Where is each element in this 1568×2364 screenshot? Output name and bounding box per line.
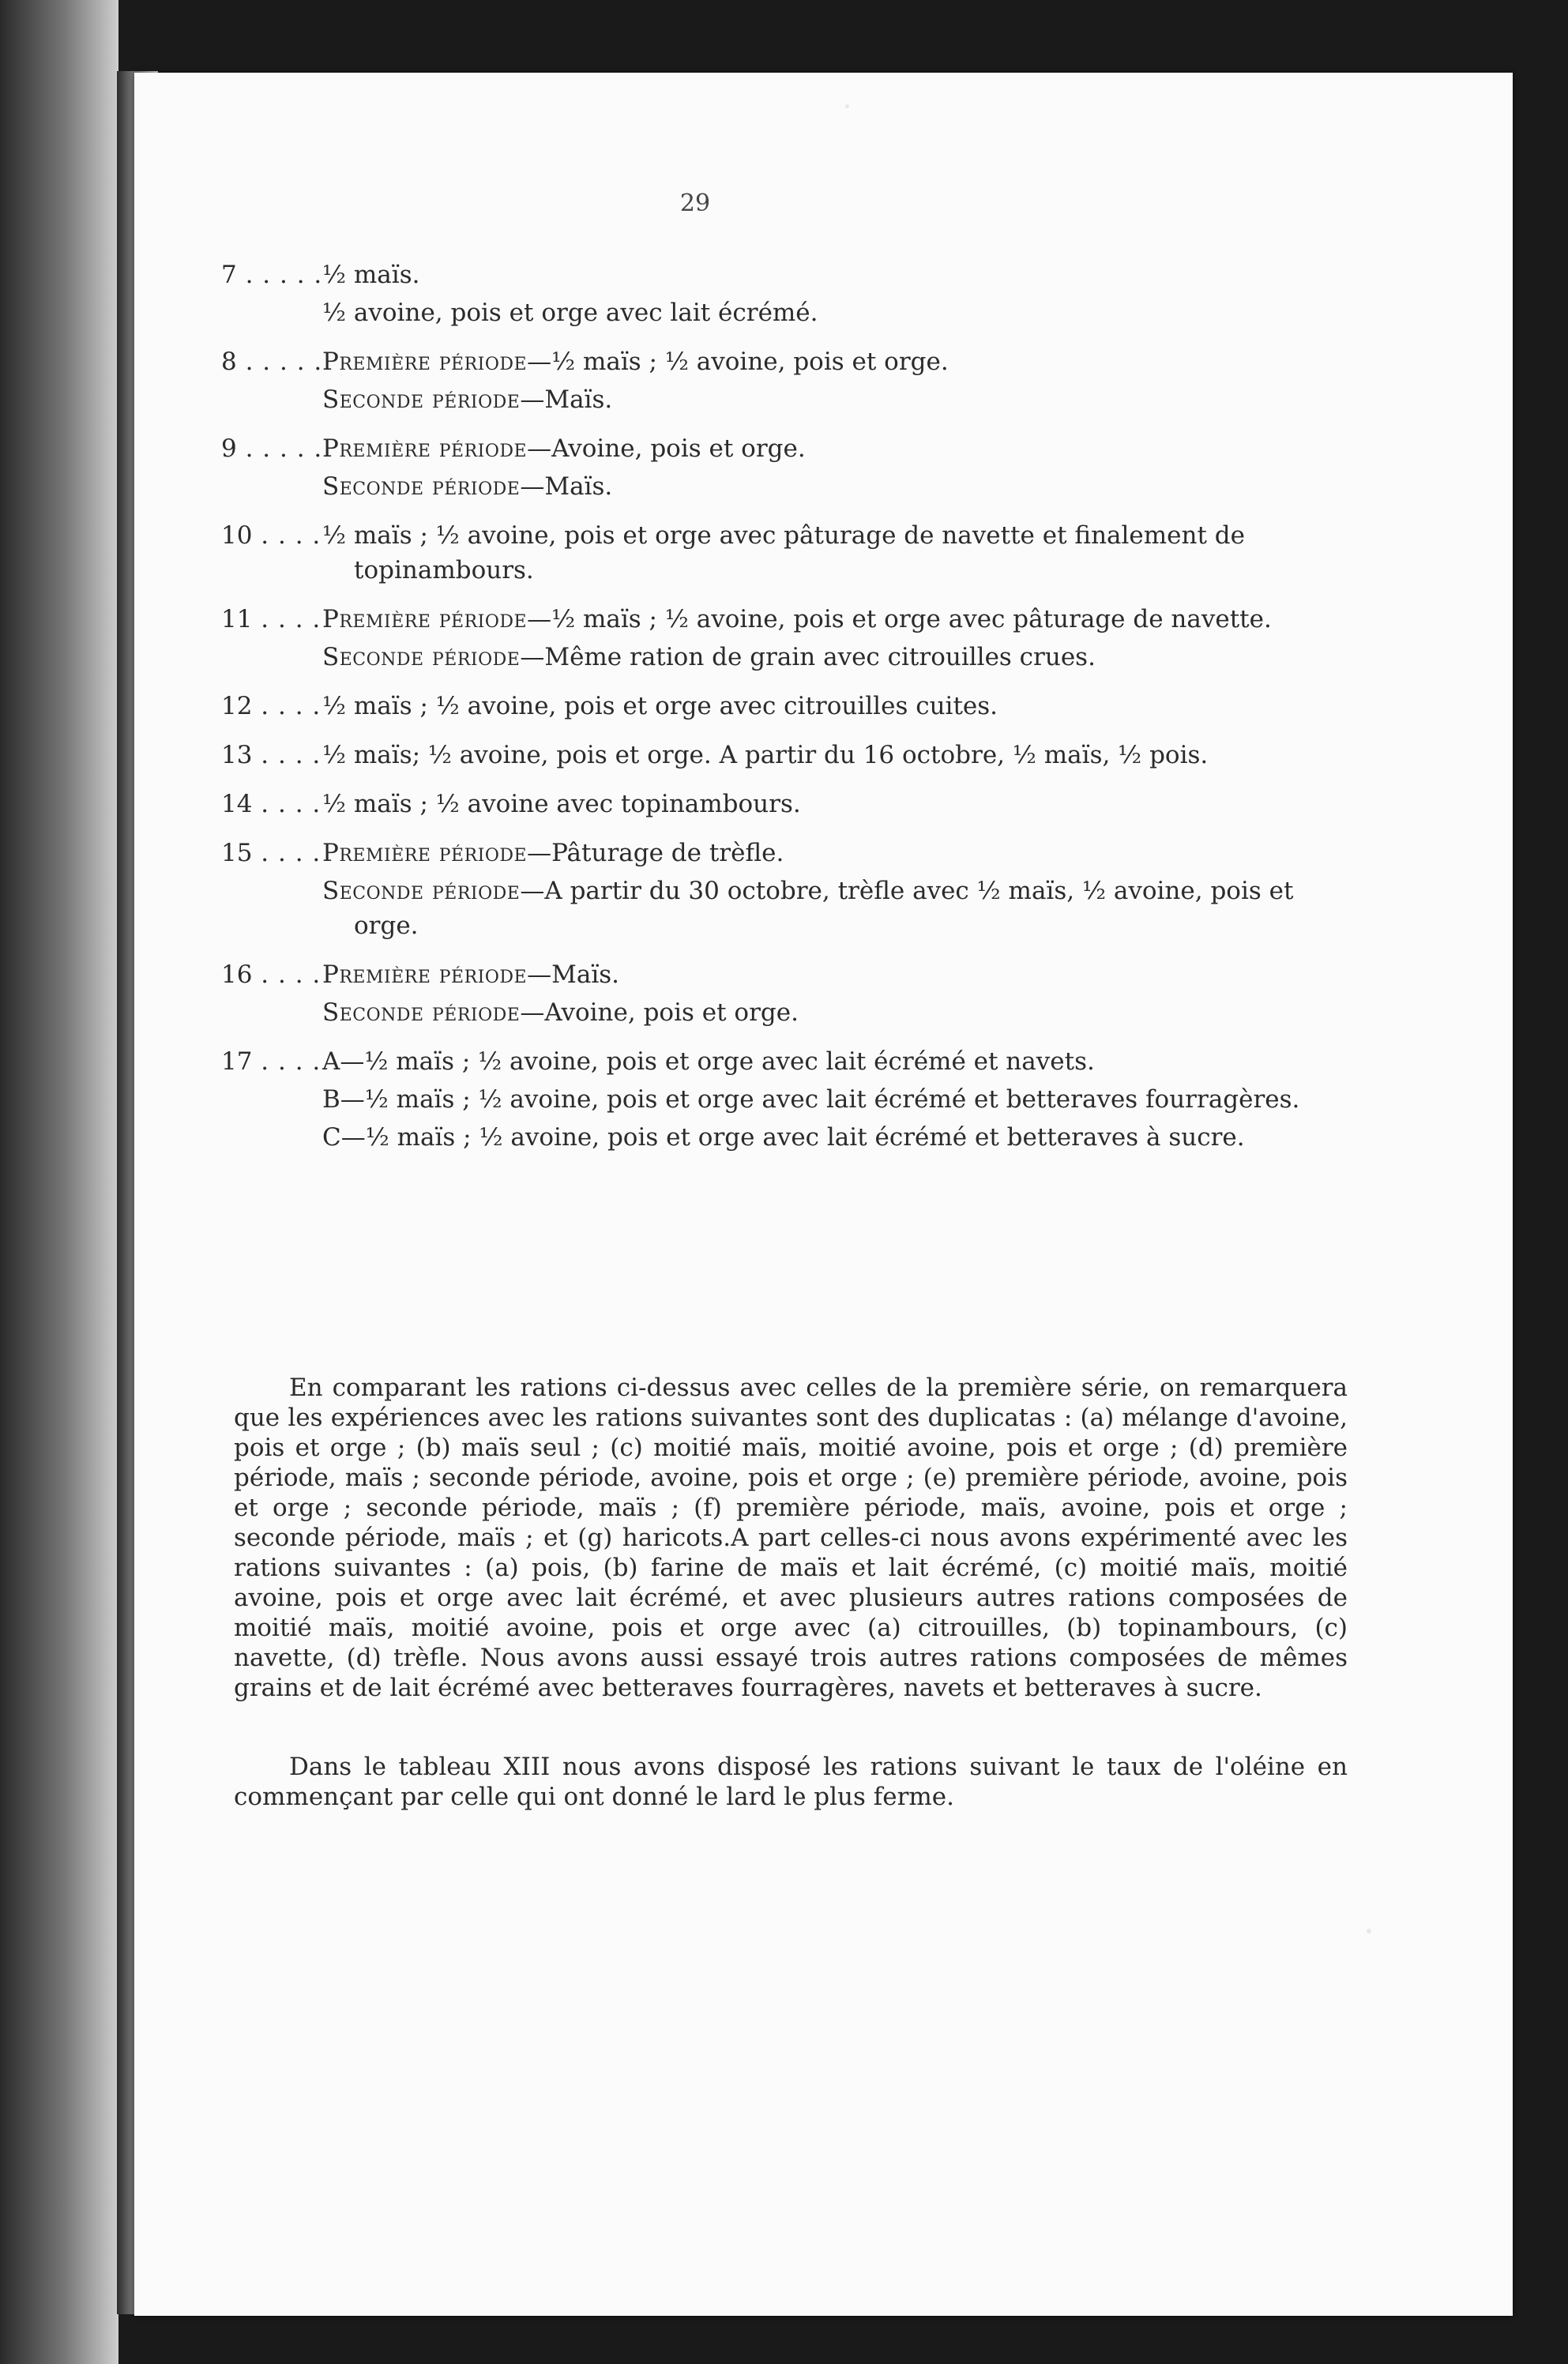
ration-line: Seconde période—Même ration de grain avec citrouilles crues. xyxy=(322,643,1096,671)
ration-number: 15 . . . xyxy=(221,836,322,870)
ration-line: ½ maïs ; ½ avoine, pois et orge avec citrouilles cuites. xyxy=(322,692,998,720)
ration-line: Première période—Pâturage de trèfle. xyxy=(322,839,784,867)
ration-item xyxy=(221,1044,1351,1155)
ration-line: ½ maïs ; ½ avoine avec topinambours. xyxy=(322,790,801,818)
ration-item xyxy=(221,738,1351,772)
ration-line: Seconde période—A partir du 30 octobre, trèfle avec ½ maïs, ½ avoine, pois et orge. xyxy=(322,877,1294,940)
ration-item xyxy=(221,344,1351,417)
period-label: Seconde période xyxy=(322,385,521,414)
ration-line: Seconde période—Maïs. xyxy=(322,385,613,414)
ration-line: Seconde période—Maïs. xyxy=(322,472,613,501)
ration-number: 8 . . . xyxy=(221,344,322,379)
ration-item xyxy=(221,689,1351,723)
period-label: Première période xyxy=(322,434,528,463)
ration-line: ½ maïs ; ½ avoine, pois et orge avec pâturage de navette et finalement de topinambours. xyxy=(322,521,1245,584)
period-label: Seconde période xyxy=(322,472,521,501)
ration-number: 12 . . . xyxy=(221,689,322,723)
ration-item xyxy=(221,836,1351,943)
page-speck xyxy=(845,104,849,108)
paragraph-table-reference: Dans le tableau XIII nous avons disposé les rations suivant le taux de l'oléine en commençant par celle qui ont donné le lard le plus ferme. xyxy=(234,1753,1348,1811)
ration-line: Première période—Avoine, pois et orge. xyxy=(322,434,806,463)
ration-line: Seconde période—Avoine, pois et orge. xyxy=(322,998,799,1027)
ration-item xyxy=(221,431,1351,504)
period-label: Première période xyxy=(322,348,528,376)
ration-line: A—½ maïs ; ½ avoine, pois et orge avec lait écrémé et navets. xyxy=(322,1047,1095,1076)
ration-line: ½ maïs. xyxy=(322,261,420,289)
ration-number: 9 . . . xyxy=(221,431,322,466)
facing-page-edge xyxy=(0,0,118,2364)
rations-list xyxy=(221,257,1351,1169)
ration-line: Première période—½ maïs ; ½ avoine, pois et orge avec pâturage de navette. xyxy=(322,605,1272,633)
period-label: Première période xyxy=(322,960,528,989)
ration-number: 13 . . . xyxy=(221,738,322,772)
period-label: Seconde période xyxy=(322,643,521,671)
ration-number: 14 . . . xyxy=(221,787,322,821)
page-number: 29 xyxy=(679,190,711,217)
ration-line: C—½ maïs ; ½ avoine, pois et orge avec lait écrémé et betteraves à sucre. xyxy=(322,1123,1245,1152)
period-label: Première période xyxy=(322,605,528,633)
ration-line: Première période—Maïs. xyxy=(322,960,619,989)
page-speck xyxy=(1367,1929,1371,1934)
paragraph-comparison: En comparant les rations ci-dessus avec celles de la première série, on remarquera que les expériences avec les rations suivantes sont des duplicatas : (a) mélange d'avoine, pois et orge ; (b) maïs seul ; (c) moitié maïs, moitié avoine, pois et orge ; (d) première période, maïs ; seconde période, avoine, pois et orge ; (e) première période, avoine, pois et orge ; seconde période, maïs ; (f) première période, maïs, avoine, pois et orge ; seconde période, maïs ; et (g) haricots.A part celles-ci nous avons expérimenté avec les rations suivantes : (a) pois, (b) farine de maïs et lait écrémé, (c) moitié maïs, moitié avoine, pois et orge avec lait écrémé, et avec plusieurs autres rations composées de moitié maïs, moitié avoine, pois et orge avec (a) citrouilles, (b) topinambours, (c) navette, (d) trèfle. Nous avons aussi essayé trois autres rations composées de mêmes grains et de lait écrémé avec betteraves fourragères, navets et betteraves à sucre. xyxy=(234,1374,1348,1702)
ration-item xyxy=(221,787,1351,821)
period-label: Seconde période xyxy=(322,998,521,1027)
ration-line: ½ maïs; ½ avoine, pois et orge. A partir du 16 octobre, ½ maïs, ½ pois. xyxy=(322,741,1209,769)
ration-number: 7 . . . xyxy=(221,257,322,292)
ration-number: 17 . . . xyxy=(221,1044,322,1079)
ration-number: 11 . . . xyxy=(221,602,322,637)
ration-line: B—½ maïs ; ½ avoine, pois et orge avec lait écrémé et betteraves fourragères. xyxy=(322,1085,1300,1114)
ration-item xyxy=(221,257,1351,330)
ration-line: Première période—½ maïs ; ½ avoine, pois et orge. xyxy=(322,348,949,376)
ration-line: ½ avoine, pois et orge avec lait écrémé. xyxy=(322,299,818,327)
ration-number: 10 . . . xyxy=(221,518,322,553)
period-label: Seconde période xyxy=(322,877,521,905)
ration-item xyxy=(221,957,1351,1030)
ration-number: 16 . . . xyxy=(221,957,322,992)
ration-item xyxy=(221,518,1351,588)
ration-item xyxy=(221,602,1351,675)
period-label: Première période xyxy=(322,839,528,867)
